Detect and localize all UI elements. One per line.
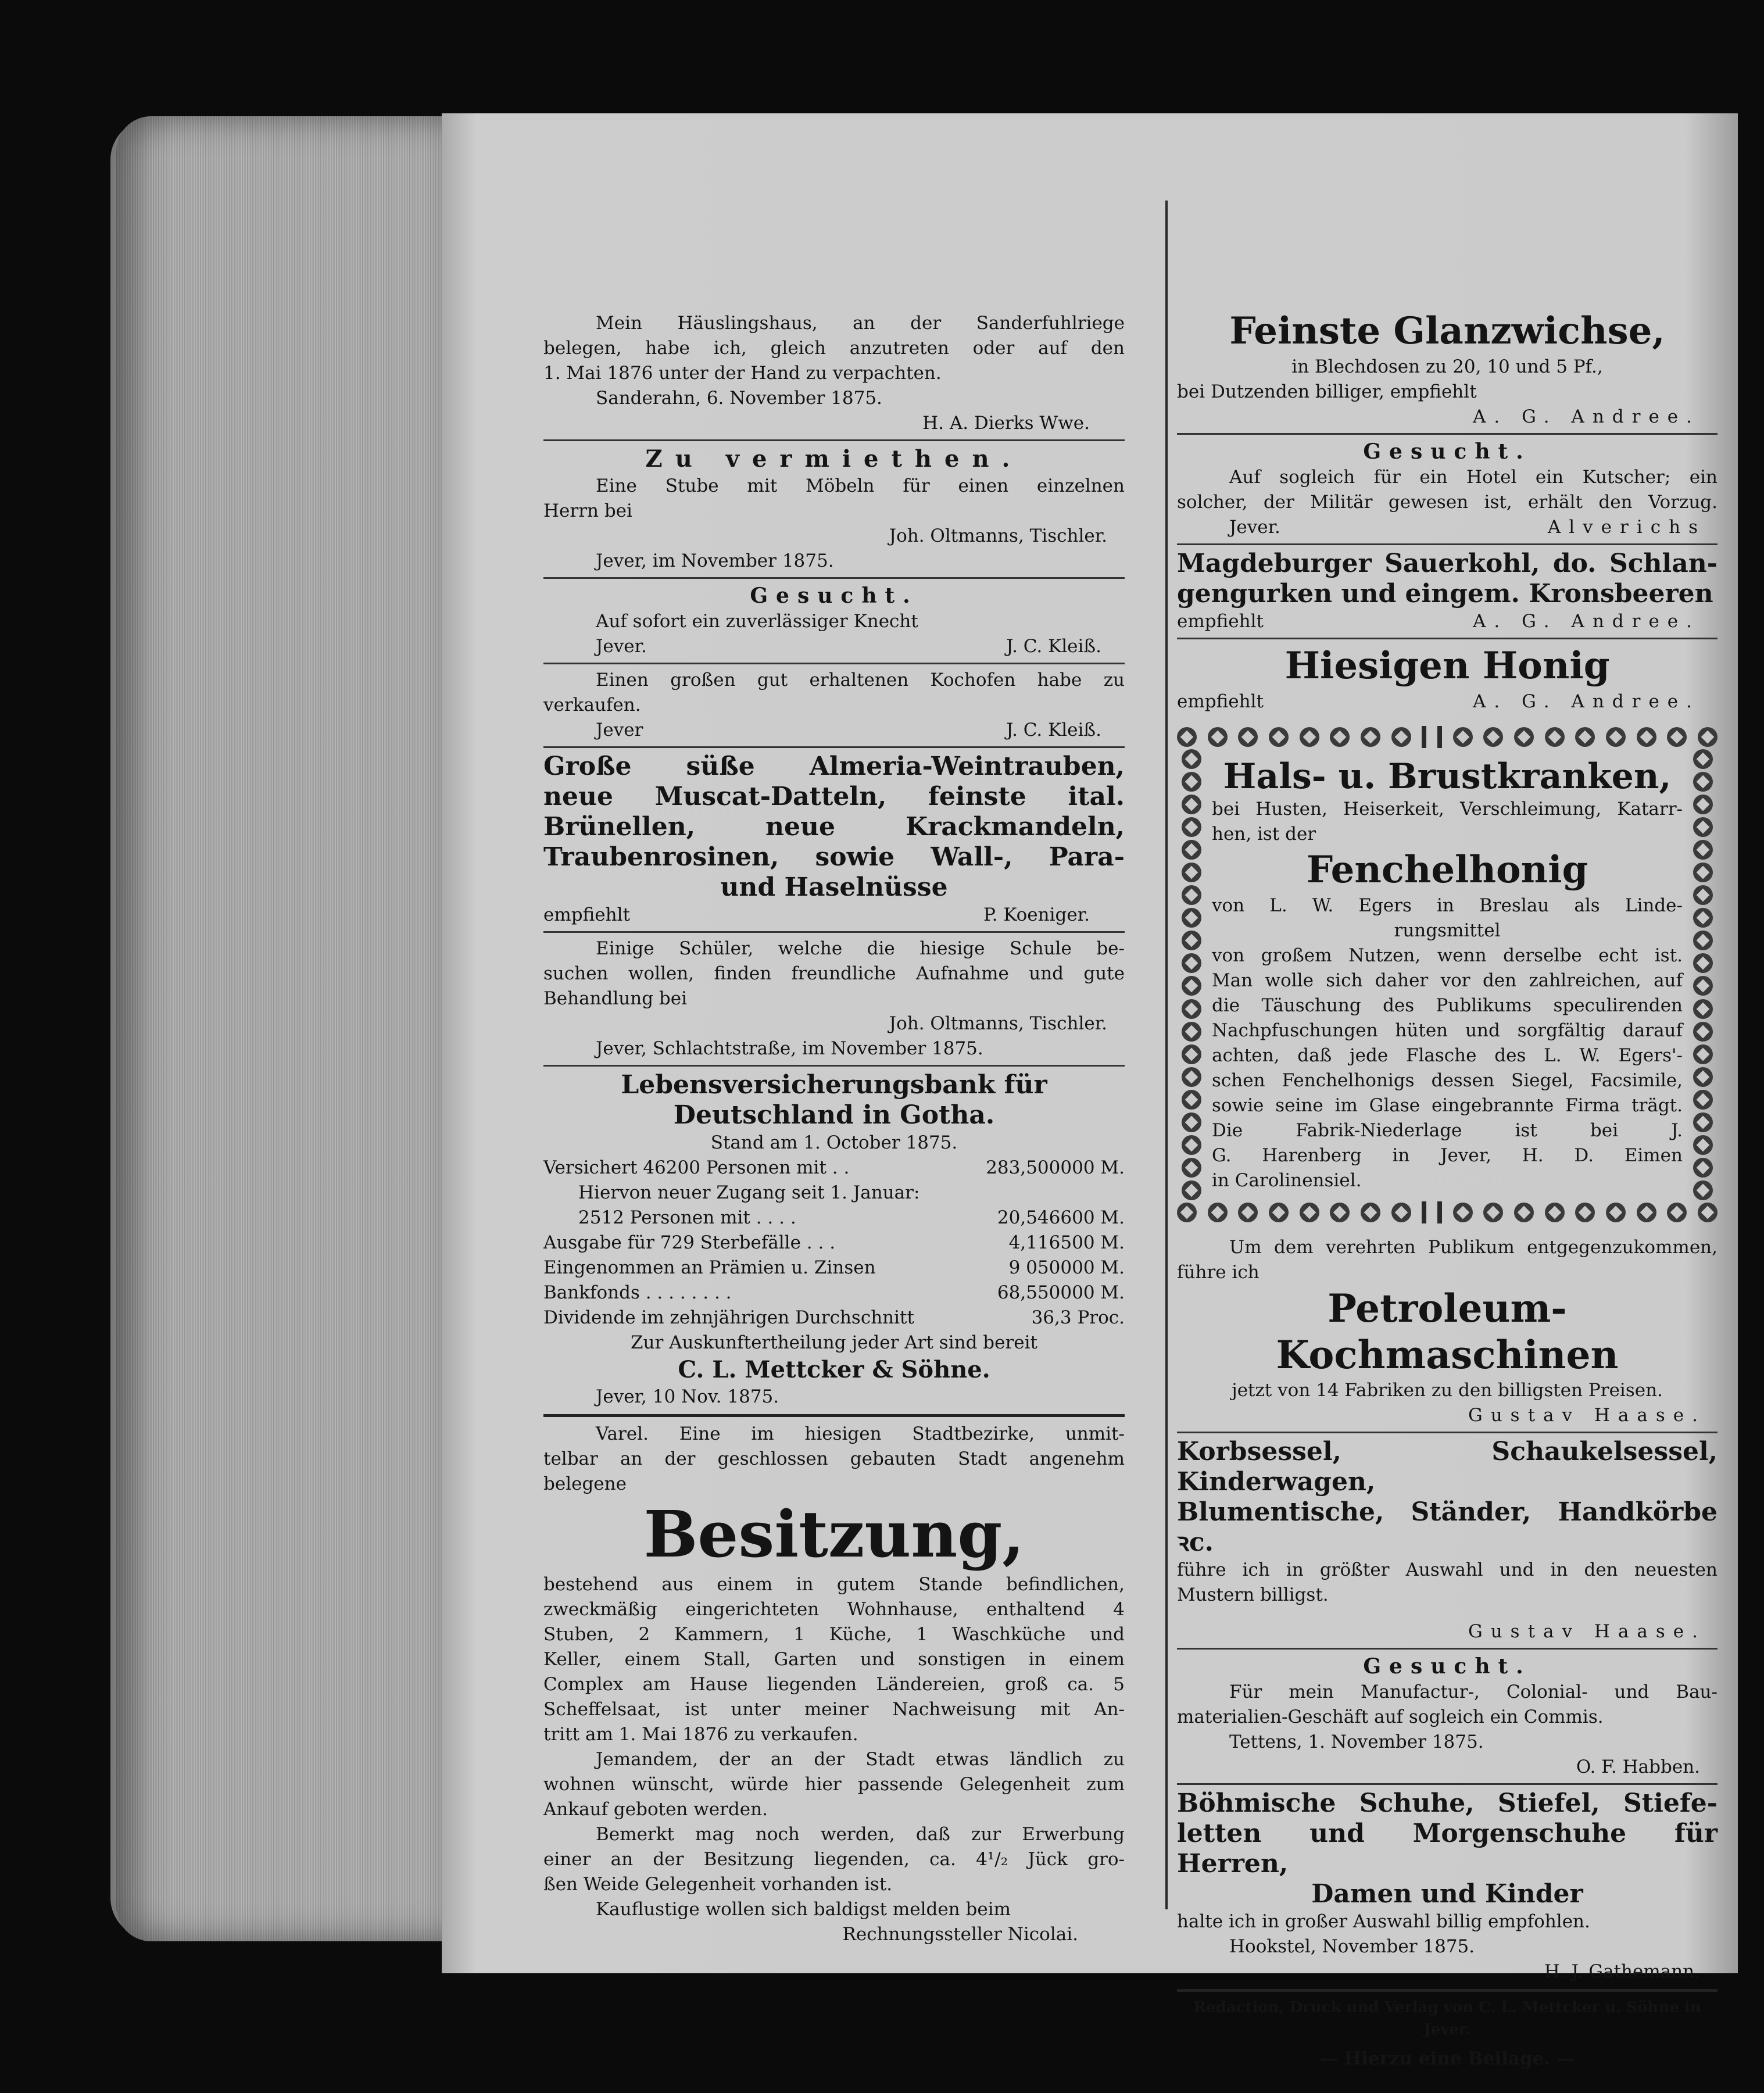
ad-line: telbar an der geschlossen gebauten Stadt angenehm [543,1448,1125,1469]
border-bar-ornament [1437,726,1442,748]
footer-separator [1177,1989,1718,1992]
ad-line: 1. Mai 1876 unter der Hand zu verpachten. [543,363,942,384]
border-ornament [1483,1203,1503,1222]
border-ornament [1182,772,1201,792]
ad-title: Besitzung, [643,1497,1025,1572]
border-ornament [1182,976,1201,996]
ad-kochofen [543,668,1125,743]
ad-separator [543,1065,1125,1067]
ad-line: Scheffelsaat, ist unter meiner Nachweisung mit An- [543,1699,1125,1720]
ad-line: führe ich in größter Auswahl und in den neuesten [1177,1559,1718,1580]
border-ornament [1606,727,1626,747]
ad-line: verkaufen. [543,695,641,715]
border-ornament [1182,749,1201,769]
ad-heading: Deutschland in Gotha. [673,1100,995,1130]
ad-heading-line: Böhmische Schuhe, Stiefel, Stiefe- [1177,1788,1718,1818]
ad-line: bei Husten, Heiserkeit, Verschleimung, Katarr- [1212,799,1683,820]
border-ornament [1575,1203,1595,1222]
ad-line: Varel. Eine im hiesigen Stadtbezirke, unmit- [596,1423,1125,1444]
column-divider [1165,201,1168,1909]
ad-body [543,1572,1125,1747]
insurance-row [543,1205,1125,1230]
ad-line: Behandlung bei [543,988,688,1009]
insurance-row-label: Versichert 46200 Personen mit . . [543,1157,850,1178]
ad-place-date: Jever, 10 Nov. 1875. [596,1386,779,1407]
ad-place-date: Jever, Schlachtstraße, im November 1875. [596,1038,983,1059]
ad-firm: C. L. Mettcker & Söhne. [678,1356,990,1383]
ad-line: Kauflustige wollen sich baldigst melden beim [596,1899,1011,1920]
border-ornament [1693,1090,1713,1110]
ad-signature: Joh. Oltmanns, Tischler. [889,1013,1107,1034]
ad-heading-line: gengurken und eingem. Kronsbeeren [1177,579,1713,609]
border-ornament [1698,1203,1718,1222]
border-ornament [1300,727,1319,747]
ad-separator [543,931,1125,933]
ad-line: Ankauf geboten werden. [543,1799,768,1820]
border-ornament [1693,1022,1713,1042]
ad-signature: J. C. Kleiß. [1006,720,1101,740]
ad-petroleum [1177,1235,1718,1428]
ad-signature: H. J. Gathemann. [1544,1961,1700,1982]
insurance-row [543,1155,1125,1180]
ad-heading: Hiesigen Honig [1284,644,1610,688]
ad-place-date: Sanderahn, 6. November 1875. [596,388,882,409]
border-ornament [1177,727,1197,747]
ad-heading: Gesucht. [750,584,918,608]
ad-line: Bemerkt mag noch werden, daß zur Erwerbung [596,1824,1125,1845]
ad-separator [543,577,1125,579]
ad-signature: O. F. Habben. [1576,1756,1700,1777]
ad-signature: Joh. Oltmanns, Tischler. [889,525,1107,546]
border-ornament [1177,1203,1197,1222]
border-ornament [1693,976,1713,996]
ad-line: bei Dutzenden billiger, empfiehlt [1177,381,1477,402]
border-ornament [1182,795,1201,814]
ad-paragraph [543,1822,1125,1897]
insurance-row-label: Bankfonds . . . . . . . . [543,1282,732,1303]
ad-honig [1177,643,1718,714]
border-ornament [1693,817,1713,837]
ornamental-border-bottom [1177,1200,1718,1225]
insurance-row [543,1230,1125,1255]
book-page-edges [116,116,442,1941]
border-ornament [1361,727,1380,747]
border-ornament [1693,999,1713,1019]
ad-place: Jever. [596,636,647,657]
ad-heading: Petroleum-Kochmaschinen [1276,1286,1619,1378]
ad-line: die Täuschung des Publikums speculirenden [1212,995,1683,1016]
ad-line: wohnen wünscht, würde hier passende Gelegenheit zum [543,1774,1125,1795]
border-ornament [1637,1203,1656,1222]
ad-heading: Lebensversicherungsbank für [621,1070,1047,1100]
ad-line: Eine Stube mit Möbeln für einen einzelnen [596,475,1125,496]
border-ornament [1693,885,1713,905]
border-ornament [1514,1203,1534,1222]
border-ornament [1698,727,1718,747]
border-ornament [1238,1203,1258,1222]
insurance-row [543,1180,1125,1205]
ad-heading: Gesucht. [1363,1654,1532,1679]
left-column [543,195,1125,1947]
border-ornament [1667,727,1687,747]
insurance-row-label: 2512 Personen mit . . . . [578,1207,796,1228]
border-ornament [1693,1180,1713,1200]
border-ornament [1182,908,1201,928]
ad-gesucht-kutscher [1177,438,1718,540]
ad-line: Auf sofort ein zuverlässiger Knecht [596,611,918,632]
border-ornament [1693,1044,1713,1064]
ad-separator [1177,543,1718,545]
ad-line: halte ich in großer Auswahl billig empfohlen. [1177,1911,1590,1932]
ad-line: führe ich [1177,1262,1260,1283]
ad-line: sowie seine im Glase eingebrannte Firma trägt. [1212,1095,1683,1116]
ad-schueler [543,936,1125,1061]
insurance-row [543,1255,1125,1280]
ad-signature: H. A. Dierks Wwe. [922,413,1090,434]
border-ornament [1693,953,1713,973]
ornamental-border-top [1177,725,1718,749]
border-ornament [1391,727,1411,747]
border-ornament [1182,1158,1201,1178]
ad-place-date: Jever, im November 1875. [596,550,834,571]
insurance-row [543,1305,1125,1330]
border-ornament [1238,727,1258,747]
ad-separator [1177,1432,1718,1433]
border-ornament [1361,1203,1380,1222]
border-ornament [1693,863,1713,882]
ad-line: Die Fabrik-Niederlage ist bei J. [1212,1120,1683,1141]
ad-line: belegene [543,1473,627,1494]
border-ornament [1182,840,1201,860]
ad-signature: A. G. Andree. [1472,691,1700,712]
ad-separator [1177,1783,1718,1785]
border-ornament [1182,931,1201,950]
border-ornament [1182,863,1201,882]
right-column [1177,195,1718,2071]
border-ornament [1182,953,1201,973]
ad-line: ßen Weide Gelegenheit vorhanden ist. [543,1874,893,1895]
ad-info: Zur Auskunftertheilung jeder Art sind bereit [630,1332,1038,1353]
ad-fenchelhonig [1177,720,1718,1229]
border-ornament [1269,727,1289,747]
insurance-row-value: 9 050000 M. [1008,1257,1125,1278]
ad-line: Für mein Manufactur-, Colonial- und Bau- [1229,1681,1718,1702]
border-ornament [1693,840,1713,860]
ad-line: Complex am Hause liegenden Ländereien, groß ca. 5 [543,1674,1125,1695]
ad-glanzwichse [1177,308,1718,430]
ad-heading-line: Damen und Kinder [1311,1879,1583,1909]
border-ornament [1391,1203,1411,1222]
border-ornament [1606,1203,1626,1222]
ad-line: Mein Häuslingshaus, an der Sanderfuhlriege [596,313,1125,334]
ad-label: empfiehlt [1177,611,1264,632]
ad-lebensversicherung [543,1070,1125,1409]
border-bar-ornament [1422,1201,1426,1223]
border-ornament [1483,727,1503,747]
ad-line: in Blechdosen zu 20, 10 und 5 Pf., [1291,356,1603,377]
ad-stand-date: Stand am 1. October 1875. [710,1132,958,1153]
insurance-row-label: Eingenommen an Prämien u. Zinsen [543,1257,876,1278]
ad-separator [543,746,1125,748]
ad-heading-line: Große süße Almeria-Weintrauben, [543,752,1125,781]
insurance-row-value: 4,116500 M. [1008,1232,1125,1253]
ad-body [1212,943,1683,1193]
border-ornament [1693,772,1713,792]
border-ornament [1575,727,1595,747]
border-ornament [1693,1135,1713,1155]
ad-label: empfiehlt [543,904,630,925]
border-ornament [1693,1158,1713,1178]
ad-separator [1177,1648,1718,1650]
ad-line: von L. W. Egers in Breslau als Linde- [1212,895,1683,916]
insurance-row-value: 36,3 Proc. [1031,1307,1125,1328]
border-ornament [1453,1203,1473,1222]
insurance-row [543,1280,1125,1305]
ad-label: empfiehlt [1177,691,1264,712]
border-ornament [1514,727,1534,747]
insurance-row-value: 20,546600 M. [997,1207,1125,1228]
ad-heading-line: letten und Morgenschuhe für Herren, [1177,1819,1718,1879]
ad-signature: J. C. Kleiß. [1006,636,1101,657]
border-ornament [1300,1203,1319,1222]
border-ornament [1693,931,1713,950]
ad-line: Stuben, 2 Kammern, 1 Küche, 1 Waschküche und [543,1624,1125,1645]
ad-line: von großem Nutzen, wenn derselbe echt ist. [1212,945,1683,966]
ad-heading-line: Traubenrosinen, sowie Wall-, Para- [543,842,1125,872]
page-footer [1177,1997,1718,2071]
border-ornament [1637,727,1656,747]
ad-separator [543,439,1125,441]
border-ornament [1182,885,1201,905]
border-bar-ornament [1437,1201,1442,1223]
border-ornament [1182,1112,1201,1132]
insurance-row-value: 283,500000 M. [986,1157,1125,1178]
ad-signature: P. Koeniger. [983,904,1090,925]
ad-line: Jemandem, der an der Stadt etwas ländlich zu [596,1749,1125,1770]
border-ornament [1545,1203,1565,1222]
ad-heading-line: Brünellen, neue Krackmandeln, [543,812,1125,842]
ad-line: zweckmäßig eingerichteten Wohnhause, enthaltend 4 [543,1599,1125,1620]
ad-gesucht-commis [1177,1653,1718,1780]
ad-separator [1177,433,1718,435]
border-ornament [1182,999,1201,1019]
ad-title: Fenchelhonig [1306,848,1588,892]
ad-line: jetzt von 14 Fabriken zu den billigsten Preisen. [1232,1380,1663,1401]
insurance-row-label: Dividende im zehnjährigen Durchschnitt [543,1307,914,1328]
border-ornament [1208,727,1228,747]
ad-signature: Alverichs [1547,517,1706,538]
border-ornament [1693,1112,1713,1132]
ad-heading-line: Magdeburger Sauerkohl, do. Schlan- [1177,549,1718,578]
border-ornament [1182,1067,1201,1087]
ad-besitzung [543,1422,1125,1947]
insurance-row-value: 68,550000 M. [997,1282,1125,1303]
border-ornament [1667,1203,1687,1222]
ad-line: Herrn bei [543,500,632,521]
border-ornament [1182,817,1201,837]
ad-heading: Gesucht. [1363,439,1532,464]
ad-line: Auf sogleich für ein Hotel ein Kutscher; ein [1229,467,1718,488]
ad-line: hen, ist der [1212,824,1316,845]
ornamental-border-left [1179,749,1204,1200]
border-ornament [1693,795,1713,814]
ad-weintrauben [543,752,1125,928]
insurance-row-label: Hiervon neuer Zugang seit 1. Januar: [578,1182,920,1203]
ad-heading-line: Korbsessel, Schaukelsessel, Kinderwagen, [1177,1437,1718,1497]
ad-line: solcher, der Militär gewesen ist, erhält den Vorzug. [1177,492,1718,513]
ad-line: G. Harenberg in Jever, H. D. Eimen [1212,1145,1683,1166]
ad-line: rungsmittel [1394,920,1501,941]
ad-heading: Feinste Glanzwichse, [1229,309,1665,353]
ad-place: Jever [596,720,643,740]
ad-place-date: Hookstel, November 1875. [1229,1936,1475,1957]
ad-line: in Carolinensiel. [1212,1170,1362,1191]
ad-zu-vermiethen [543,445,1125,574]
ad-separator [543,663,1125,664]
border-ornament [1693,749,1713,769]
ad-line: Einen großen gut erhaltenen Kochofen habe zu [596,670,1125,690]
supplement-note: — Hierzu eine Beilage. — [1320,2048,1575,2069]
border-ornament [1182,1090,1201,1110]
border-ornament [1693,1067,1713,1087]
ad-line: materialien-Geschäft auf sogleich ein Commis. [1177,1706,1604,1727]
ad-line: tritt am 1. Mai 1876 zu verkaufen. [543,1724,858,1745]
imprint: Redaction, Druck und Verlag von C. L. Mettcker u. Söhne in Jever. [1193,1999,1701,2038]
border-bar-ornament [1422,726,1426,748]
border-ornament [1182,1135,1201,1155]
ad-signature: Rechnungssteller Nicolai. [842,1924,1078,1945]
ad-separator [543,1414,1125,1417]
border-ornament [1182,1022,1201,1042]
ad-paragraph [543,1747,1125,1822]
ad-korbsessel [1177,1437,1718,1644]
ad-line: Man wolle sich daher vor den zahlreichen, auf [1212,970,1683,991]
ad-line: Um dem verehrten Publikum entgegenzukommen, [1229,1237,1718,1258]
ad-line: bestehend aus einem in gutem Stande befindlichen, [543,1574,1125,1595]
ad-signature: A. G. Andree. [1472,611,1700,632]
border-ornament [1330,1203,1350,1222]
ad-haeuslingshaus [543,311,1125,436]
ad-line: Nachpfuschungen hüten und sorgfältig darauf [1212,1020,1683,1041]
insurance-row-label: Ausgabe für 729 Sterbefälle . . . [543,1232,836,1253]
ad-line: belegen, habe ich, gleich anzutreten oder auf den [543,338,1125,359]
newspaper-page [442,113,1738,2069]
ad-line: suchen wollen, finden freundliche Aufnahme und gute [543,963,1125,984]
border-ornament [1208,1203,1228,1222]
ad-line: Einige Schüler, welche die hiesige Schule be- [596,938,1125,959]
border-ornament [1182,1180,1201,1200]
border-ornament [1693,908,1713,928]
ad-gesucht-knecht [543,582,1125,659]
ad-signature: A. G. Andree. [1472,406,1700,427]
insurance-table [543,1155,1125,1330]
ad-heading-line: und Haselnüsse [720,872,948,902]
ad-line: Mustern billigst. [1177,1584,1329,1605]
border-ornament [1330,727,1350,747]
ad-line: achten, daß jede Flasche des L. W. Egers'- [1212,1045,1683,1066]
ad-boehmische-schuhe [1177,1788,1718,1984]
ad-signature: Gustav Haase. [1468,1405,1706,1426]
border-ornament [1269,1203,1289,1222]
ad-separator [1177,638,1718,639]
ad-line: Keller, einem Stall, Garten und sonstigen in einem [543,1649,1125,1670]
border-ornament [1545,727,1565,747]
ad-heading-line: neue Muscat-Datteln, feinste ital. [543,782,1125,811]
ad-heading: Zu vermiethen. [645,445,1023,473]
ad-heading: Hals- u. Brustkranken, [1223,756,1672,797]
ad-sauerkohl [1177,549,1718,634]
ornamental-border-right [1691,749,1715,1200]
border-ornament [1182,1044,1201,1064]
ad-line: einer an der Besitzung liegenden, ca. 4¹/₂ Jück gro- [543,1849,1125,1870]
ad-heading-line: Blumentische, Ständer, Handkörbe ꝛc. [1177,1497,1718,1557]
ad-signature: Gustav Haase. [1468,1621,1706,1642]
ad-place: Jever. [1229,517,1280,538]
border-ornament [1453,727,1473,747]
ad-line: schen Fenchelhonigs dessen Siegel, Facsimile, [1212,1070,1683,1091]
ad-place-date: Tettens, 1. November 1875. [1229,1731,1484,1752]
